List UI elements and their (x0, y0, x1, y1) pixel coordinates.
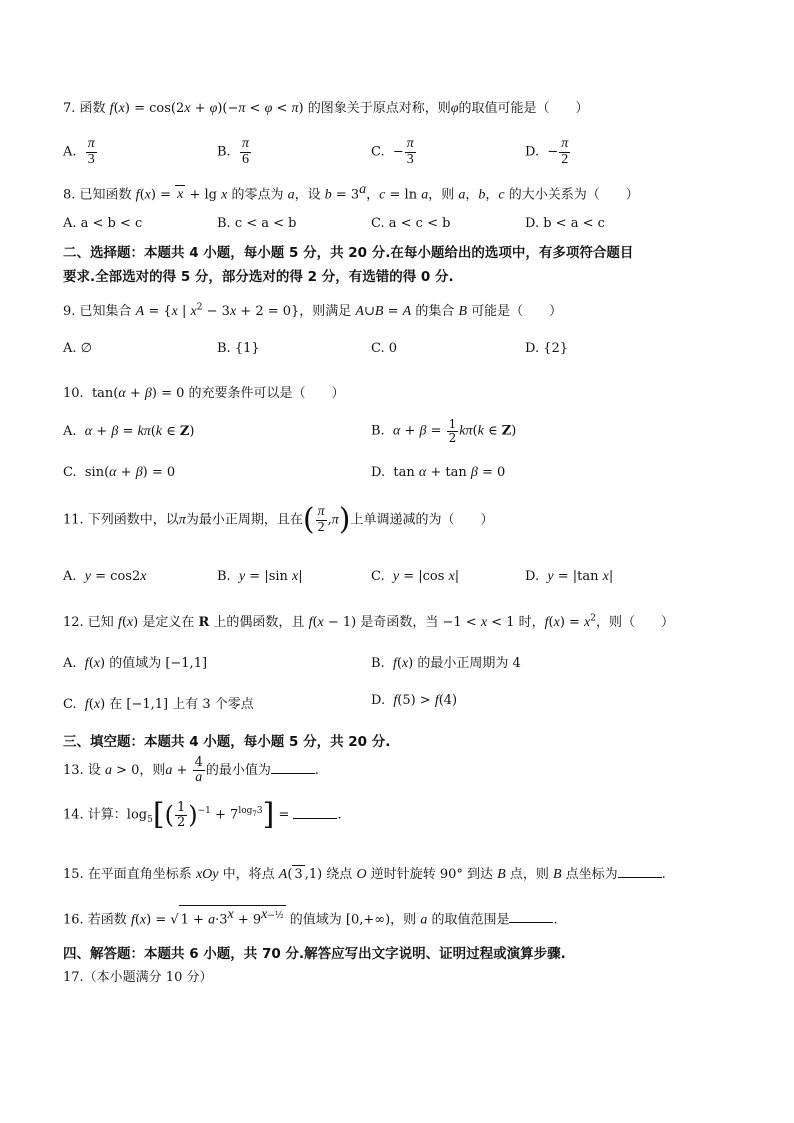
q11-option-d[interactable]: D. y = |tan x| (525, 569, 614, 584)
q7-stem-text: 7. 函数 f(x) = cos(2x + φ)(−π < φ < π) 的图象关于原点对称，则φ的取值可能是（ ） (63, 101, 589, 116)
section-4-heading: 四、解答题：本题共 6 小题，共 70 分.解答应写出文字说明、证明过程或演算步骤. (63, 946, 566, 962)
q12-option-c[interactable]: C. f(x) 在 [−1,1] 上有 3 个零点 (63, 697, 254, 712)
q11-option-a[interactable]: A. y = cos2x (63, 569, 147, 584)
q10-option-d[interactable]: D. tan α + tan β = 0 (371, 465, 506, 480)
question-13-stem: 13. 设 a > 0，则a + $\frac{4}{a}$ 的最小值为 . (63, 755, 319, 785)
q11-option-c[interactable]: C. y = |cos x| (371, 569, 460, 584)
question-7-stem (63, 97, 589, 117)
q10-option-b[interactable]: B. α + β = $\frac{1}{2}$ kπ(k ∈ Z) (371, 417, 517, 445)
question-10-stem: 10. tan(α + β) = 0 的充要条件可以是（ ） (63, 386, 345, 401)
question-15-stem: 15. 在平面直角坐标系 xOy 中，将点 A( 3 ,1) 绕点 O 逆时针旋转 90° 到达 B 点，则 B 点坐标为 . (63, 867, 666, 882)
q13-answer-blank[interactable] (271, 761, 315, 774)
question-17-stem: 17.（本小题满分 10 分） (63, 970, 213, 985)
section-2-heading-line1: 二、选择题：本题共 4 小题，每小题 5 分，共 20 分.在每小题给出的选项中，有多项符合题目 (63, 245, 634, 261)
q8-option-a[interactable]: A. a < b < c (63, 216, 143, 231)
question-8-stem: 8. 已知函数 f(x) = x + lg x 的零点为 a，设 $b = 3^a$，c = ln a，则 a，b，c 的大小关系为（ ） (63, 182, 639, 203)
question-11-stem: 11. 下列函数中，以π为最小正周期，且在( $\frac{\pi}{2}$ ,π)上单调递减的为（ ） (63, 502, 494, 538)
section-2-heading-line2: 要求.全部选对的得 5 分，部分选对的得 2 分，有选错的得 0 分. (63, 269, 454, 285)
q9-option-b[interactable]: B. {1} (217, 341, 260, 356)
q9-option-a[interactable]: A. ∅ (63, 341, 92, 356)
q7-option-a[interactable]: A. $\frac{\pi}{3}$ (63, 136, 95, 167)
q10-option-a[interactable]: A. α + β = kπ(k ∈ Z) (63, 424, 195, 439)
q12-option-a[interactable]: A. f(x) 的值域为 [−1,1] (63, 656, 208, 671)
q8-option-b[interactable]: B. c < a < b (217, 216, 297, 231)
q7-option-b[interactable]: B. $\frac{\pi}{6}$ (217, 136, 249, 167)
q16-answer-blank[interactable] (509, 910, 553, 923)
q12-option-d[interactable]: D. f(5) > f(4) (371, 693, 458, 708)
q8-option-d[interactable]: D. b < a < c (525, 216, 605, 231)
q10-option-c[interactable]: C. sin(α + β) = 0 (63, 465, 176, 480)
question-12-stem: 12. 已知 f(x) 是定义在 R 上的偶函数，且 f(x − 1) 是奇函数，当 −1 < x < 1 时，$f(x) = x^2$，则（ ） (63, 613, 675, 630)
q8-option-c[interactable]: C. a < c < b (371, 216, 451, 231)
q12-option-b[interactable]: B. f(x) 的最小正周期为 4 (371, 656, 521, 671)
question-14-stem: 14. 计算：$\log_5$[( $\frac{1}{2}$ )$^{-1} + 7^{log_73}$] = . (63, 797, 342, 832)
q7-option-c[interactable]: C. − $\frac{\pi}{3}$ (371, 136, 414, 167)
question-16-stem: 16. 若函数 f(x) = √ $1 + a\cdot 3^x + 9^{x-\frac{1}{2}}$ 的值域为 [0,+∞)，则 a 的取值范围是 . (63, 907, 558, 928)
section-3-heading: 三、填空题：本题共 4 小题，每小题 5 分，共 20 分. (63, 734, 391, 750)
q15-answer-blank[interactable] (618, 865, 662, 878)
q14-answer-blank[interactable] (293, 806, 337, 819)
q9-option-c[interactable]: C. 0 (371, 341, 398, 356)
q11-option-b[interactable]: B. y = |sin x| (217, 569, 303, 584)
question-9-stem: 9. 已知集合 A = {x | $x^2 - 3x + 2 = 0$}，则满足 A∪B = A 的集合 B 可能是（ ） (63, 302, 563, 319)
q9-option-d[interactable]: D. {2} (525, 341, 569, 356)
q7-option-d[interactable]: D. − $\frac{\pi}{2}$ (525, 136, 569, 167)
